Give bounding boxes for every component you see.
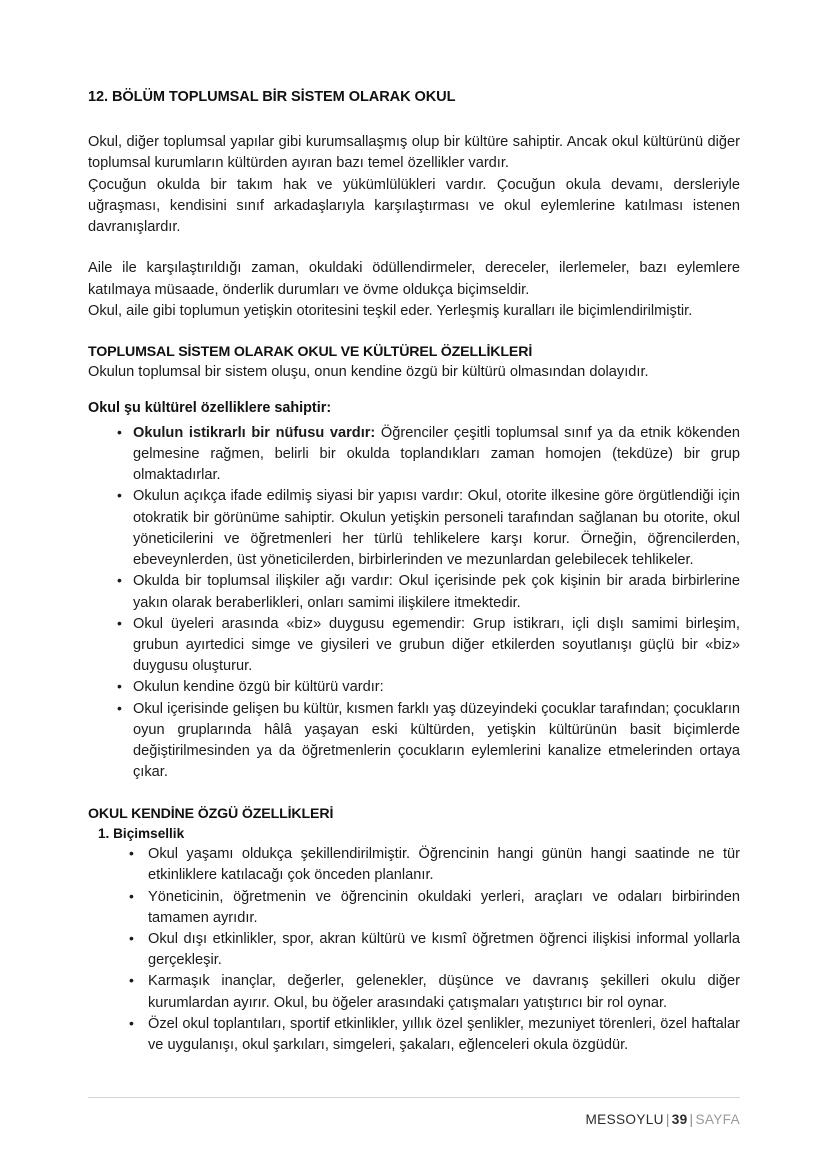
intro-paragraph-3: Aile ile karşılaştırıldığı zaman, okuldaki ödüllendirmeler, dereceler, ilerlemeler, bazı eylemlere katılmaya müsaade, önderlik durumları ve övme oldukça biçimseldir.: [88, 260, 740, 298]
list-item-text: Okulda bir toplumsal ilişkiler ağı vardır: Okul içerisinde pek çok kişinin bir arada birbirlerine yakın olarak beraberlikleri, onları samimi ilişkilere itmektedir.: [133, 573, 740, 611]
footer-separator-2: |: [689, 1111, 694, 1127]
footer-text: [88, 1112, 740, 1128]
page-footer: [88, 1097, 740, 1128]
list-item-text: Öğrenciler çeşitli toplumsal sınıf ya da etnik kökenden gelmesine rağmen, belirli bir okulda toplandıkları zaman homojen (tekdüze) bir grup olmaktadırlar.: [133, 424, 740, 484]
list-item: [88, 887, 740, 929]
footer-page-word: SAYFA: [695, 1111, 740, 1127]
sub-heading-kulturel-ozellikler: Okul şu kültürel özelliklere sahiptir:: [88, 400, 332, 417]
list-item: [88, 1014, 740, 1056]
spacer: [88, 322, 740, 342]
section-one-lead: Okulun toplumsal bir sistem oluşu, onun kendine özgü bir kültürü olmasından dolayıdır.: [88, 364, 649, 381]
list-item: [88, 614, 740, 678]
list-item: [88, 423, 740, 487]
spacer: [88, 784, 740, 804]
section-heading-okul-kendine-ozgu: OKUL KENDİNE ÖZGÜ ÖZELLİKLERİ: [88, 805, 334, 822]
footer-label: MESSOYLU: [585, 1111, 664, 1127]
bullet-list-kulturel-ozellikler: [88, 423, 740, 784]
intro-paragraph-4: Okul, aile gibi toplumun yetişkin otoritesini teşkil eder. Yerleşmiş kuralları ile biçimlendirilmiştir.: [88, 302, 693, 319]
page-title: 12. BÖLÜM TOPLUMSAL BİR SİSTEM OLARAK OKUL: [88, 89, 456, 105]
spacer: [88, 238, 740, 258]
list-item: [88, 486, 740, 571]
spacer: [88, 383, 740, 398]
section-heading-toplumsal-sistem: TOPLUMSAL SİSTEM OLARAK OKUL VE KÜLTÜREL ÖZELLİKLERİ: [88, 343, 533, 360]
list-item: [88, 571, 740, 613]
page-number: 39: [671, 1111, 688, 1127]
list-item-text: Okul yaşamı oldukça şekillendirilmiştir. Öğrencinin hangi günün hangi saatinde ne tür etkinliklere katılacağı çok önceden planlanır.: [148, 846, 740, 884]
list-item: [88, 699, 740, 784]
list-item-text: Karmaşık inançlar, değerler, gelenekler, düşünce ve davranış şekilleri okulu diğer kurumlardan ayırır. Okul, bu öğeler arasındaki çatışmaları yatıştırıcı bir rol oynar.: [148, 973, 740, 1011]
list-item: [88, 844, 740, 886]
bullet-list-bicimsellik: [88, 844, 740, 1056]
list-item-text: Okulun kendine özgü bir kültürü vardır:: [133, 679, 384, 696]
list-item-lead: Okulun istikrarlı bir nüfusu vardır:: [133, 424, 376, 441]
list-item-text: Okulun açıkça ifade edilmiş siyasi bir yapısı vardır: Okul, otorite ilkesine göre örgütlendiği için otokratik bir görünüme sahiptir. Okulun yetişkin personeli tarafından sağlanan bu otorite, okul yöneticilerini ve öğretmenleri her türlü tehlikelere karşı korur. Örneğin, öğrencilerden, ebeveynlerden, üst yöneticilerden, birbirlerinden ve mezunlardan gelebilecek tehlikeler.: [133, 488, 740, 569]
page-content: [88, 88, 740, 1056]
intro-paragraph-2: Çocuğun okulda bir takım hak ve yükümlülükleri vardır. Çocuğun okula devamı, dersleriyle uğraşması, kendisini sınıf arkadaşlarıyla karşılaştırması ve okul eylemlerine katılması istenen davranışlardır.: [88, 176, 740, 236]
list-item: [88, 929, 740, 971]
list-item-text: Okul içerisinde gelişen bu kültür, kısmen farklı yaş düzeyindeki çocuklar tarafından; çocukların oyun gruplarında hâlâ yaşayan eski kültürden, yetişkin kültürünün basit biçimlerde değiştirilmesinden ya da öğretmenlerin çocukların eylemlerini kanalize etmelerinden ortaya çıkar.: [133, 700, 740, 781]
numbered-heading-bicimsellik: 1. Biçimsellik: [98, 825, 185, 841]
list-item-text: Okul üyeleri arasında «biz» duygusu egemendir: Grup istikrarı, içli dışlı samimi birleşim, grubun ayırtedici simge ve giysileri ve grubun diğer etkilerden soyutlanışı güçlü bir «biz» duygusu oluşturur.: [133, 615, 740, 675]
intro-paragraph-1: Okul, diğer toplumsal yapılar gibi kurumsallaşmış olup bir kültüre sahiptir. Ancak okul kültürünü diğer toplumsal kurumların kültürden ayıran bazı temel özellikler vardır.: [88, 134, 740, 172]
list-item: [88, 677, 740, 698]
list-item-text: Yöneticinin, öğretmenin ve öğrencinin okuldaki yerleri, araçları ve odaları birbirinden tamamen ayrıdır.: [148, 888, 740, 926]
footer-separator-1: |: [665, 1111, 670, 1127]
list-item: [88, 971, 740, 1013]
list-item-text: Okul dışı etkinlikler, spor, akran kültürü ve kısmî öğretmen öğrenci ilişkisi informal yollarla gerçekleşir.: [148, 930, 740, 969]
footer-divider: [88, 1097, 740, 1098]
list-item-text: Özel okul toplantıları, sportif etkinlikler, yıllık özel şenlikler, mezuniyet törenleri, özel haftalar ve uygulanışı, okul şarkıları, simgeleri, şakaları, eğlenceleri okula özgüdür.: [148, 1015, 740, 1054]
